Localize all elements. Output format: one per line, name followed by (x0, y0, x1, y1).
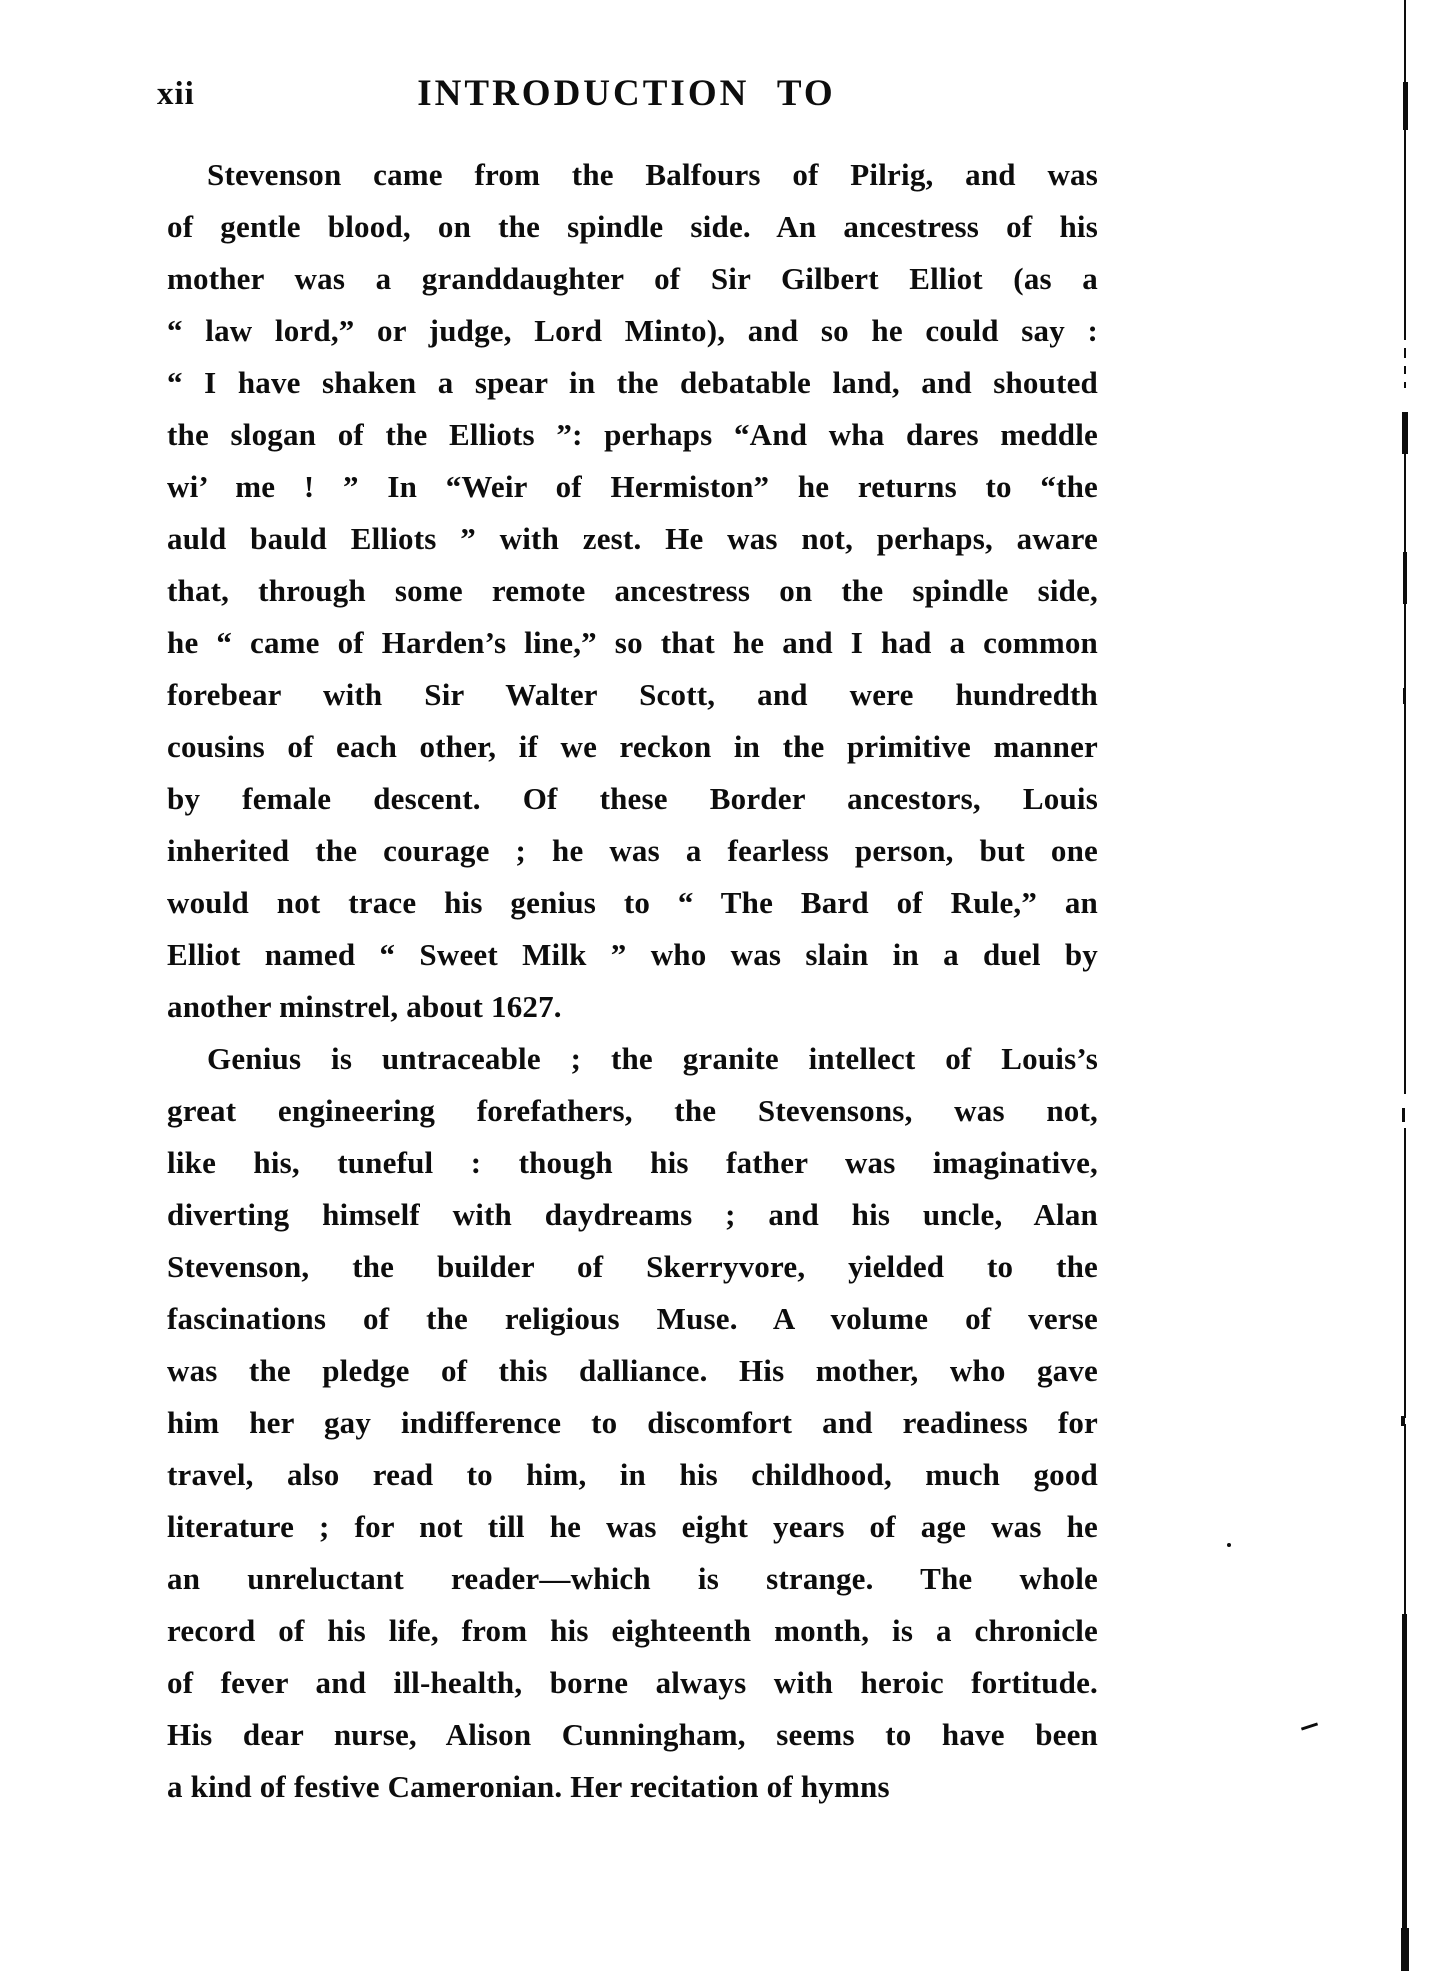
text-line: “ law lord,” or judge, Lord Minto), and so he could say : (167, 313, 1098, 348)
text-line: record of his life, from his eighteenth month, is a chronicle (167, 1613, 1098, 1648)
text-line: mother was a granddaughter of Sir Gilbert Elliot (as a (167, 261, 1098, 296)
text-line: diverting himself with daydreams ; and his uncle, Alan (167, 1197, 1098, 1232)
text-line: him her gay indifference to discomfort and readiness for (167, 1405, 1098, 1440)
text-line: Elliot named “ Sweet Milk ” who was slain in a duel by (167, 937, 1098, 972)
text-line: the slogan of the Elliots ”: perhaps “And wha dares meddle (167, 417, 1098, 452)
text-line: would not trace his genius to “ The Bard of Rule,” an (167, 885, 1098, 920)
text-line: that, through some remote ancestress on the spindle side, (167, 573, 1098, 608)
ink-dash-artifact (1301, 1722, 1318, 1730)
text-line: literature ; for not till he was eight years of age was he (167, 1509, 1098, 1544)
running-title: INTRODUCTION TO (417, 73, 836, 114)
text-line: a kind of festive Cameronian. Her recitation of hymns (167, 1769, 890, 1804)
text-line: fascinations of the religious Muse. A volume of verse (167, 1301, 1098, 1336)
text-line: great engineering forefathers, the Stevensons, was not, (167, 1093, 1098, 1128)
page-text (167, 149, 1098, 1813)
text-line: by female descent. Of these Border ancestors, Louis (167, 781, 1098, 816)
text-line: he “ came of Harden’s line,” so that he and I had a common (167, 625, 1098, 660)
text-line: His dear nurse, Alison Cunningham, seems to have been (167, 1717, 1098, 1752)
text-line: another minstrel, about 1627. (167, 989, 562, 1024)
text-line: auld bauld Elliots ” with zest. He was not, perhaps, aware (167, 521, 1098, 556)
scan-edge-artifact (1398, 0, 1414, 1971)
text-line: was the pledge of this dalliance. His mother, who gave (167, 1353, 1098, 1388)
ink-dot-artifact (1227, 1543, 1231, 1547)
text-line: inherited the courage ; he was a fearless person, but one (167, 833, 1098, 868)
page-number: xii (157, 76, 195, 112)
text-line: like his, tuneful : though his father was imaginative, (167, 1145, 1098, 1180)
page-header (155, 70, 1098, 118)
text-line: wi’ me ! ” In “Weir of Hermiston” he returns to “the (167, 469, 1098, 504)
text-line: cousins of each other, if we reckon in the primitive manner (167, 729, 1098, 764)
text-line: of fever and ill-health, borne always with heroic fortitude. (167, 1665, 1098, 1700)
text-line: Stevenson, the builder of Skerryvore, yielded to the (167, 1249, 1098, 1284)
text-line: an unreluctant reader—which is strange. The whole (167, 1561, 1098, 1596)
text-line: Stevenson came from the Balfours of Pilrig, and was (207, 157, 1098, 192)
text-line: forebear with Sir Walter Scott, and were hundredth (167, 677, 1098, 712)
text-line: of gentle blood, on the spindle side. An ancestress of his (167, 209, 1098, 244)
text-line: travel, also read to him, in his childhood, much good (167, 1457, 1098, 1492)
text-line: “ I have shaken a spear in the debatable land, and shouted (167, 365, 1098, 400)
text-line: Genius is untraceable ; the granite intellect of Louis’s (207, 1041, 1098, 1076)
